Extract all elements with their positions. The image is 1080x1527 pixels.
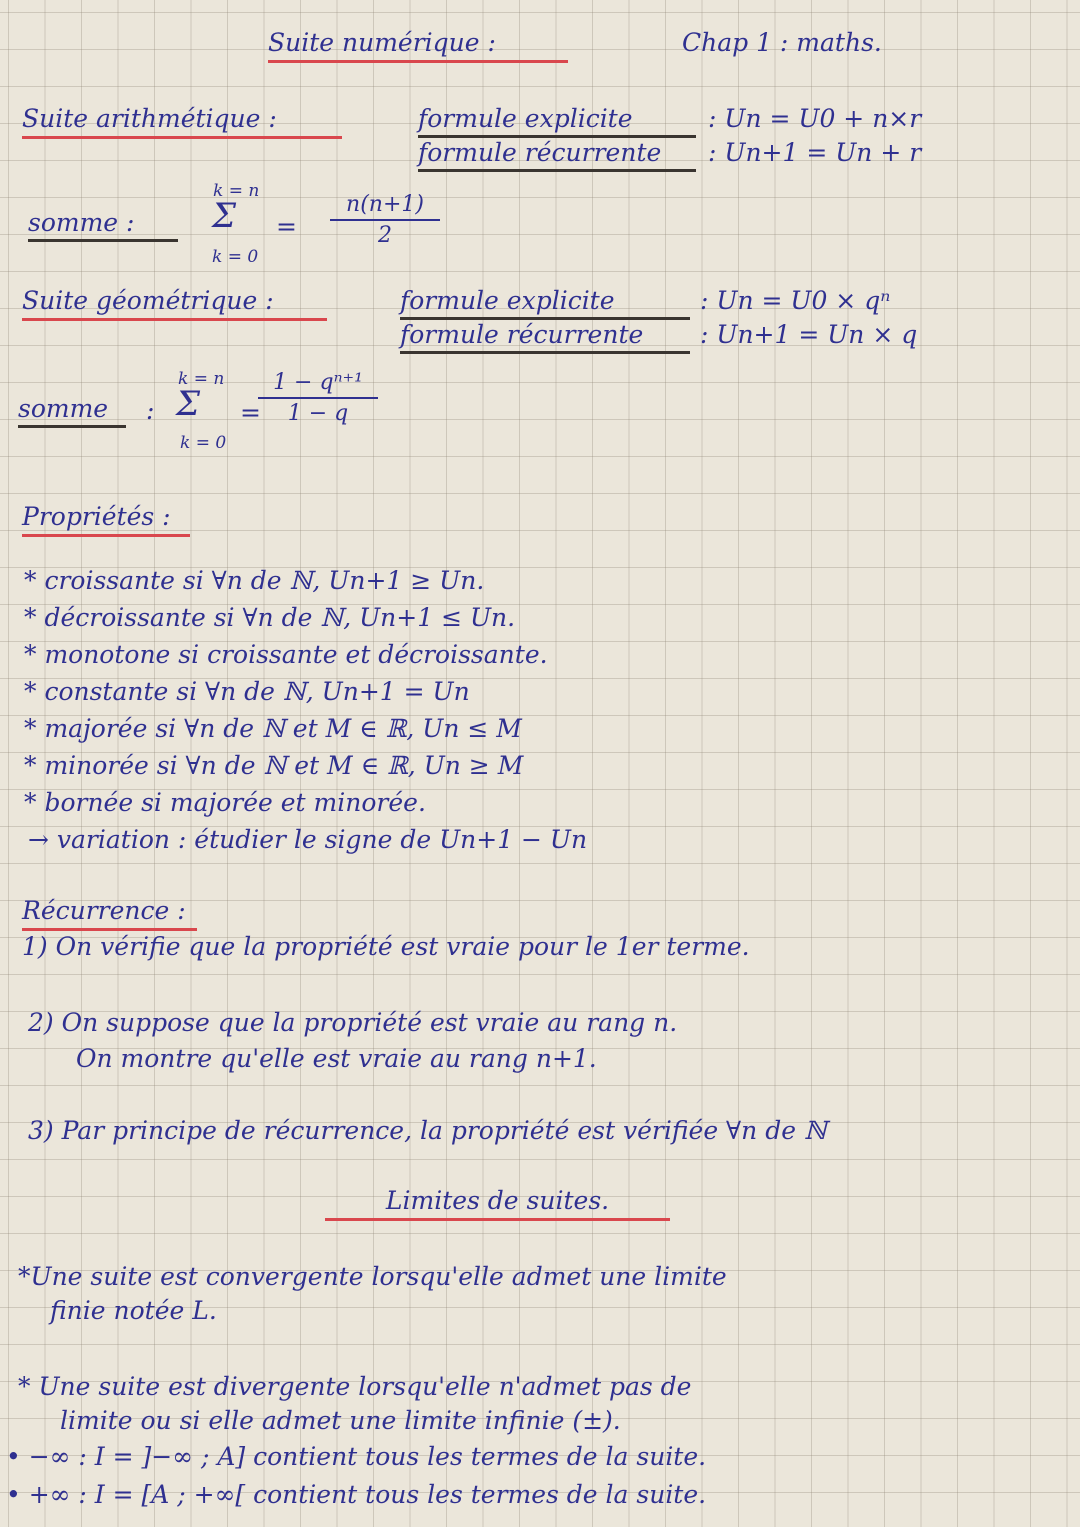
colon: : [146, 396, 155, 425]
limit-line: *Une suite est convergente lorsqu'elle admet une limite [18, 1262, 727, 1291]
equals-sign: = [240, 398, 261, 427]
property-item: * bornée si majorée et minorée. [24, 788, 426, 817]
limit-line: * Une suite est divergente lorsqu'elle n'admet pas de [18, 1372, 692, 1401]
limits-title: Limites de suites. [325, 1186, 670, 1221]
denominator: 2 [378, 223, 392, 248]
arith-explicit-formula: : Un = U0 + n×r [708, 104, 922, 133]
arith-title: Suite arithmétique : [22, 104, 342, 139]
limit-line: • −∞ : I = ]−∞ ; A] contient tous les termes de la suite. [6, 1442, 707, 1471]
property-item: * monotone si croissante et décroissante. [24, 640, 548, 669]
property-item: * majorée si ∀n de ℕ et M ∈ ℝ, Un ≤ M [24, 714, 522, 743]
property-item: → variation : étudier le signe de Un+1 − Un [28, 825, 588, 854]
recurrence-step: 1) On vérifie que la propriété est vraie pour le 1er terme. [22, 932, 750, 961]
chapter-label: Chap 1 : maths. [682, 28, 882, 57]
recurrence-step: On montre qu'elle est vraie au rang n+1. [76, 1044, 597, 1073]
sum-lower-bound: k = 0 [212, 247, 259, 267]
geo-explicit-formula: : Un = U0 × qⁿ [700, 286, 891, 315]
sum-upper-bound: k = n [213, 181, 260, 201]
limit-line: • +∞ : I = [A ; +∞[ contient tous les termes de la suite. [6, 1480, 707, 1509]
geo-sum-fraction [258, 370, 378, 426]
sigma-symbol: Σ [176, 384, 201, 424]
arith-sum-label: somme : [28, 208, 178, 242]
sum-lower-bound: k = 0 [180, 433, 227, 453]
sigma-symbol: Σ [212, 196, 237, 236]
recurrence-step: 2) On suppose que la propriété est vraie au rang n. [28, 1008, 678, 1037]
geo-recur-formula: : Un+1 = Un × q [700, 320, 918, 349]
arith-recur-formula: : Un+1 = Un + r [708, 138, 922, 167]
page-title: Suite numérique : [268, 28, 568, 63]
geo-title: Suite géométrique : [22, 286, 327, 321]
properties-title: Propriétés : [22, 502, 190, 537]
numerator: n(n+1) [346, 192, 424, 217]
denominator: 1 − q [287, 401, 349, 426]
sum-upper-bound: k = n [178, 369, 225, 389]
property-item: * croissante si ∀n de ℕ, Un+1 ≥ Un. [24, 566, 485, 595]
geo-sum-label: somme [18, 394, 126, 428]
equals-sign: = [276, 212, 297, 241]
recurrence-title: Récurrence : [22, 896, 197, 931]
limit-line: finie notée L. [50, 1296, 217, 1325]
property-item: * minorée si ∀n de ℕ et M ∈ ℝ, Un ≥ M [24, 751, 524, 780]
recurrence-step: 3) Par principe de récurrence, la propriété est vérifiée ∀n de ℕ [28, 1116, 827, 1145]
property-item: * décroissante si ∀n de ℕ, Un+1 ≤ Un. [24, 603, 516, 632]
geo-explicit-label: formule explicite [400, 286, 690, 320]
arith-explicit-label: formule explicite [418, 104, 696, 138]
arith-sum-fraction [330, 192, 440, 248]
geo-recur-label: formule récurrente [400, 320, 690, 354]
arith-recur-label: formule récurrente [418, 138, 696, 172]
property-item: * constante si ∀n de ℕ, Un+1 = Un [24, 677, 470, 706]
numerator: 1 − qⁿ⁺¹ [273, 370, 363, 395]
limit-line: limite ou si elle admet une limite infinie (±). [60, 1406, 621, 1435]
